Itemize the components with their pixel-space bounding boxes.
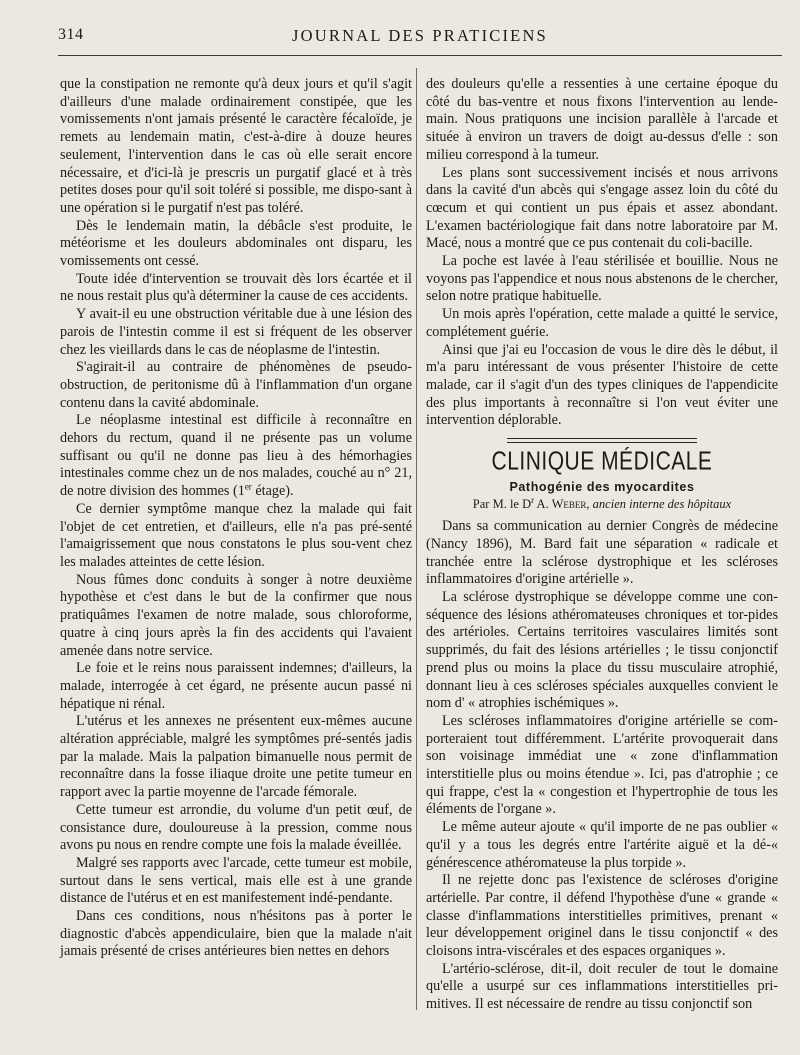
page-number: 314 xyxy=(58,26,84,43)
paragraph: S'agirait-il au contraire de phénomènes de pseudo-obstruction, de peritonisme dû à l'inflammation d'un organe contenu dans la cavité abdominale. xyxy=(60,359,412,411)
paragraph: Dès le lendemain matin, la débâcle s'est produite, le météorisme et les douleurs abdominales ont disparu, les vomissements ont cessé. xyxy=(60,217,412,270)
paragraph: Cette tumeur est arrondie, du volume d'un petit œuf, de consistance dure, douloureuse à la pression, comme nous avons pu nous en rendre compte une fois la malade éveillée. xyxy=(60,801,412,854)
byline xyxy=(426,496,778,514)
paragraph: Dans ces conditions, nous n'hésitons pas à porter le diagnostic d'abcès appendiculaire, bien que la malade n'ait jamais présenté de crises antérieures bien nettes en dehors xyxy=(60,908,412,960)
paragraph: La sclérose dystrophique se développe comme une con-séquence des lésions athéromateuses chroniques et tor-pides des artérioles. Certains territoires vasculaires limités sont supprimés, du fait des lésions artérielles ; le tissu conjonctif prend plus ou moins la place du tissu musculaire atrophié, donnant lieu à ces scléroses spéciales auxquelles convient le nom d' « atrophies ischémiques ». xyxy=(426,588,778,712)
header-rule xyxy=(58,55,782,56)
article-title: Pathogénie des myocardites xyxy=(509,479,695,494)
column-divider xyxy=(416,68,417,1010)
paragraph: des douleurs qu'elle a ressenties à une certaine époque du côté du bas-ventre et nous fixons l'intervention au lende-main. Nous pratiquons une incision parallèle à l'arcade et située à environ un travers de doigt au-dessus d'elle : son milieu correspond à la tumeur. xyxy=(426,76,778,163)
paragraph: Toute idée d'intervention se trouvait dès lors écartée et il ne nous restait plus qu'à déterminer la cause de ces accidents. xyxy=(60,270,412,305)
right-column xyxy=(426,76,778,1014)
paragraph: Un mois après l'opération, cette malade a quitté le service, complétement guérie. xyxy=(426,306,778,340)
paragraph: Dans sa communication au dernier Congrès de médecine (Nancy 1896), M. Bard fait une séparation « radicale et tranchée entre la sclérose dystrophique et les scléroses inflammatoires d'origine artérielle ». xyxy=(426,518,778,588)
paragraph: L'artério-sclérose, dit-il, doit reculer de tout le domaine qu'elle a usurpé sur ces inflammations interstitielles pri-mitives. Il est nécessaire de rendre au tissu conjonctif son xyxy=(426,960,778,1013)
paragraph-text: Le néoplasme intestinal est difficile à reconnaître en dehors du rectum, quand il ne présente pas un volume suffisant ou qu'il ne donne pas lieu à des hémorhagies intestinales comme chez un de nos malades, couché au n° 21, de notre division des hommes (1 xyxy=(60,412,412,500)
paragraph: Le foie et le reins nous paraissent indemnes; d'ailleurs, la malade, interrogée à cet égard, ne présente aucun passé ni hépatique ni rénal. xyxy=(60,660,412,712)
superscript: er xyxy=(244,481,252,492)
paragraph-text-tail: étage). xyxy=(251,483,294,500)
running-header xyxy=(58,26,782,50)
paragraph: Ainsi que j'ai eu l'occasion de vous le dire dès le début, il m'a paru intéressant de vous présenter l'histoire de cette malade, car il s'agit d'un des types cliniques de l'appendicite des plus importants à reconnaître si l'on veut éviter une intervention déplorable. xyxy=(426,341,778,429)
byline-superscript: r xyxy=(531,495,535,506)
paragraph: Nous fûmes donc conduits à songer à notre deuxième hypothèse et c'est dans le but de la confirmer que nous pratiquâmes l'examen de notre malade, sous chloroforme, quatre à cinq jours après la fin des accidents qui l'avaient amenée dans notre service. xyxy=(60,571,412,659)
left-column xyxy=(60,76,412,961)
paragraph: La poche est lavée à l'eau stérilisée et bouillie. Nous ne voyons pas l'appendice et nous nous abstenons de le chercher, selon notre pratique habituelle. xyxy=(426,253,778,305)
paragraph: L'utérus et les annexes ne présentent eux-mêmes aucune altération appréciable, malgré les symptômes pré-sentés jadis par la malade. Mais la palpation bimanuelle nous permit de reconnaître dans la fosse iliaque droite une petite tumeur en rapport avec la partie moyenne de l'arcade fémorale. xyxy=(60,713,412,801)
paragraph: Malgré ses rapports avec l'arcade, cette tumeur est mobile, surtout dans le sens vertical, mais elle est à une grande distance de l'utérus et en est manifestement indé-pendante. xyxy=(60,854,412,907)
section-title: CLINIQUE MÉDICALE xyxy=(491,447,713,476)
byline-prefix: Par M. le D xyxy=(472,497,532,512)
paragraph: Les scléroses inflammatoires d'origine artérielle se com-porteraient tout différemment. L'artérite provoquerait dans son voisinage immédiat une « zone d'inflammation interstitielle plus ou moins étendue ». Ici, pas d'atrophie ; ce qui frappe, c'est la « congestion et l'hypertrophie de tous les éléments de l'organe ». xyxy=(426,712,778,818)
author-role: ancien interne des hôpitaux xyxy=(589,497,732,512)
paragraph: Y avait-il eu une obstruction véritable due à une lésion des parois de l'intestin comme il est si fréquent de les observer chez les vieillards dans le cas de néoplasme de l'intestin. xyxy=(60,306,412,358)
paragraph: Les plans sont successivement incisés et nous arrivons dans la cavité d'un abcès qui s'engage assez loin du côté du cœcum et qui contient un pus épais et assez abondant. L'examen bactériologique fait dans notre laboratoire par M. Macé, nous a montré que ce pus contenait du coli-bacille. xyxy=(426,164,778,252)
paragraph xyxy=(60,412,412,501)
paragraph: que la constipation ne remonte qu'à deux jours et qu'il s'agit d'ailleurs d'une malade ordinairement constipée, que les vomissements n'ont jamais présenté le caractère fécaloïde, je remets au lendemain matin, c'est-à-dire à douze heures seulement, l'intervention dans le cas où elle serait encore nécessaire, et d'ici-là je prescris un purgatif glacé et à très petites doses pour qu'il soit toléré si possible, me dispo-sant à une opération si le purgatif n'est pas toléré. xyxy=(60,76,412,216)
journal-title: JOURNAL DES PRATICIENS xyxy=(292,26,548,45)
author-name: A. Weber, xyxy=(534,497,590,512)
section-separator xyxy=(507,438,697,443)
paragraph: Ce dernier symptôme manque chez la malade qui fait l'objet de cet entretien, et d'ailleurs, elle n'a pas pré-senté l'amaigrissement que nous constatons le plus sou-vent chez les malades atteintes de cette lésion. xyxy=(60,500,412,570)
paragraph: Il ne rejette donc pas l'existence de scléroses d'origine artérielle. Par contre, il défend l'hypothèse d'une « grande « classe d'inflammations interstitielles primitives, prenant « leur développement originel dans le tissu conjonctif « des cloisons intra-viscérales et des espaces organiques ». xyxy=(426,872,778,960)
paragraph: Le même auteur ajoute « qu'il importe de ne pas oublier « qu'il y a tous les degrés entre l'artérite aiguë et la dé-« générescence athéromateuse la plus torpide ». xyxy=(426,819,778,871)
